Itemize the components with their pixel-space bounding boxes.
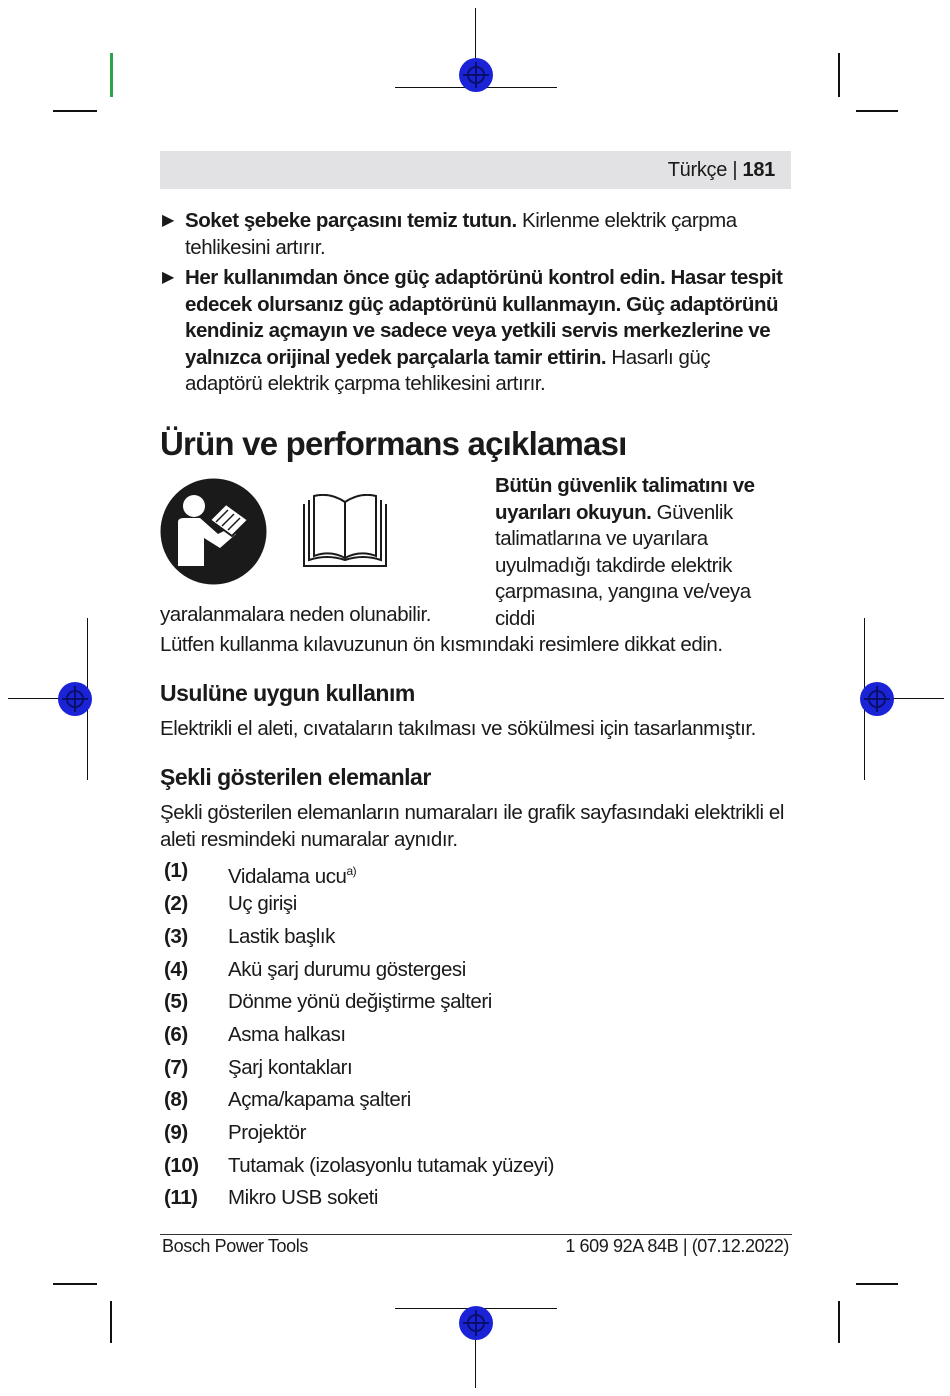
section-title: Ürün ve performans açıklaması xyxy=(160,425,627,462)
item-number: (7) xyxy=(164,1056,188,1079)
bullet-arrow-icon: ▶ xyxy=(162,269,174,286)
crop-mark xyxy=(856,110,898,112)
header-separator: | xyxy=(732,159,738,181)
safety-normal-line1: Güvenlik xyxy=(651,500,733,524)
item-label: Akü şarj durumu göstergesi xyxy=(228,958,466,981)
item-number: (11) xyxy=(164,1186,198,1209)
footer-rule xyxy=(160,1234,792,1235)
components-heading: Şekli gösterilen elemanlar xyxy=(160,764,431,790)
registration-mark-icon xyxy=(58,682,92,716)
crop-mark xyxy=(53,1283,97,1285)
bullet-bold: Her kullanımdan önce güç adaptörünü kontrol edin. Hasar tespit edecek olursanız güç adaptörünü kullanmayın. Güç adaptörünü kendiniz açmayın ve sadece veya yetkili servis merkezlerine ve yalnızca orijinal yedek parçalarla tamir ettirin. xyxy=(185,266,783,369)
bullet-text xyxy=(185,208,792,261)
item-label: Açma/kapama şalteri xyxy=(228,1088,411,1111)
item-footnote: a) xyxy=(346,864,357,878)
bullet-normal: Kirlenme elektrik çarpma tehlikesini artırır. xyxy=(185,209,737,259)
components-intro xyxy=(160,800,792,853)
crop-mark xyxy=(53,110,97,112)
header-text xyxy=(668,159,775,182)
crop-mark-green xyxy=(110,53,113,97)
item-number: (1) xyxy=(164,859,188,882)
footer-brand: Bosch Power Tools xyxy=(162,1236,308,1256)
page-number: 181 xyxy=(742,159,775,181)
item-label: Uç girişi xyxy=(228,892,297,915)
usage-text: Elektrikli el aleti, cıvataların takılması ve sökülmesi için tasarlanmıştır. xyxy=(160,717,756,740)
usage-heading: Usulüne uygun kullanım xyxy=(160,680,415,706)
components-intro-line2: aleti resmindeki numaralar aynıdır. xyxy=(160,827,458,851)
crop-mark xyxy=(856,1283,898,1285)
item-label: Şarj kontakları xyxy=(228,1056,353,1079)
safety-bold-line1: Bütün güvenlik talimatını ve xyxy=(495,474,755,497)
safety-normal-line3: uyulmadığı takdirde elektrik xyxy=(495,553,732,577)
crop-mark xyxy=(838,1301,840,1343)
bullet-normal: Hasarlı güç adaptörü elektrik çarpma tehlikesini artırır. xyxy=(185,345,711,395)
note-text: Lütfen kullanma kılavuzunun ön kısmındaki resimlere dikkat edin. xyxy=(160,633,723,656)
item-number: (10) xyxy=(164,1154,199,1177)
bullet-item xyxy=(160,208,792,261)
item-number: (8) xyxy=(164,1088,188,1111)
crop-mark xyxy=(110,1301,112,1343)
registration-mark-icon xyxy=(459,1306,493,1340)
bullet-bold: Soket şebeke parçasını temiz tutun. xyxy=(185,209,517,232)
item-label: Asma halkası xyxy=(228,1023,346,1046)
footer-doc-number: 1 609 92A 84B | (07.12.2022) xyxy=(565,1236,789,1256)
item-label: Dönme yönü değiştirme şalteri xyxy=(228,990,492,1013)
item-number: (5) xyxy=(164,990,188,1013)
item-number: (3) xyxy=(164,925,188,948)
safety-normal-line2: talimatlarına ve uyarılara xyxy=(495,527,708,550)
safety-normal-line4: çarpmasına, yangına ve/veya ciddi xyxy=(495,580,751,630)
read-manual-person-icon xyxy=(160,478,267,585)
bullet-item xyxy=(160,265,792,398)
crop-mark xyxy=(838,53,840,97)
item-label-text: Vidalama ucu xyxy=(228,864,347,888)
header-language: Türkçe xyxy=(667,159,728,181)
page-header xyxy=(160,151,791,189)
open-book-icon xyxy=(302,494,388,568)
registration-mark-icon xyxy=(459,58,493,92)
components-intro-line1: Şekli gösterilen elemanların numaraları ile grafik sayfasındaki elektrikli el xyxy=(160,801,784,824)
bullet-text xyxy=(185,265,785,398)
bullet-arrow-icon: ▶ xyxy=(162,212,174,229)
registration-mark-icon xyxy=(860,682,894,716)
item-number: (6) xyxy=(164,1023,188,1046)
item-label: Lastik başlık xyxy=(228,925,335,948)
safety-continuation: yaralanmalara neden olunabilir. xyxy=(160,603,431,626)
item-number: (2) xyxy=(164,892,188,915)
item-number: (9) xyxy=(164,1121,188,1144)
item-label: Projektör xyxy=(228,1121,306,1144)
item-label xyxy=(228,858,356,890)
item-number: (4) xyxy=(164,958,188,981)
item-label: Tutamak (izolasyonlu tutamak yüzeyi) xyxy=(228,1154,554,1177)
safety-bold-line2: uyarıları okuyun. xyxy=(495,500,652,524)
item-label: Mikro USB soketi xyxy=(228,1186,379,1209)
